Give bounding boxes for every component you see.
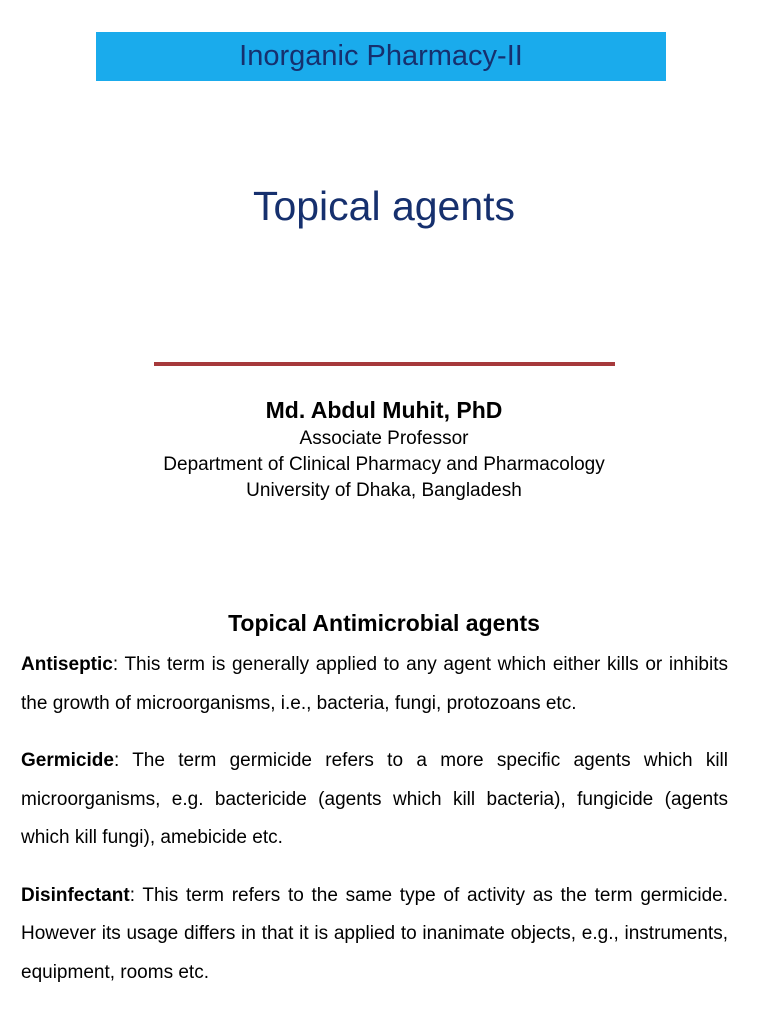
author-block (0, 394, 768, 504)
definition-text: : The term germicide refers to a more specific agents which kill microorganisms, e.g. bactericide (agents which kill bacteria), fungicide (agents which kill fungi), amebicide etc. (21, 750, 728, 848)
definition-text: : This term is generally applied to any agent which either kills or inhibits the growth of microorganisms, i.e., bacteria, fungi, protozoans etc. (21, 654, 728, 714)
slide-title: Topical agents (252, 183, 516, 229)
definition-term: Antiseptic (21, 654, 113, 675)
author-university: University of Dhaka, Bangladesh (246, 480, 522, 501)
author-department: Department of Clinical Pharmacy and Pharmacology (163, 454, 605, 475)
definition-antiseptic (21, 646, 728, 723)
course-banner (96, 32, 666, 81)
course-title: Inorganic Pharmacy-II (239, 40, 523, 72)
definition-germicide (21, 742, 728, 858)
definitions-list (21, 646, 728, 1011)
definition-text: : This term refers to the same type of activity as the term germicide. However its usage differs in that it is applied to inanimate objects, e.g., instruments, equipment, rooms etc. (21, 884, 728, 983)
title-divider (154, 362, 615, 366)
author-name: Md. Abdul Muhit, PhD (265, 397, 503, 423)
definition-term: Germicide (21, 750, 114, 771)
definition-term: Disinfectant (21, 884, 130, 906)
author-position: Associate Professor (299, 428, 469, 449)
section-heading: Topical Antimicrobial agents (228, 610, 540, 636)
definition-disinfectant (21, 877, 728, 993)
